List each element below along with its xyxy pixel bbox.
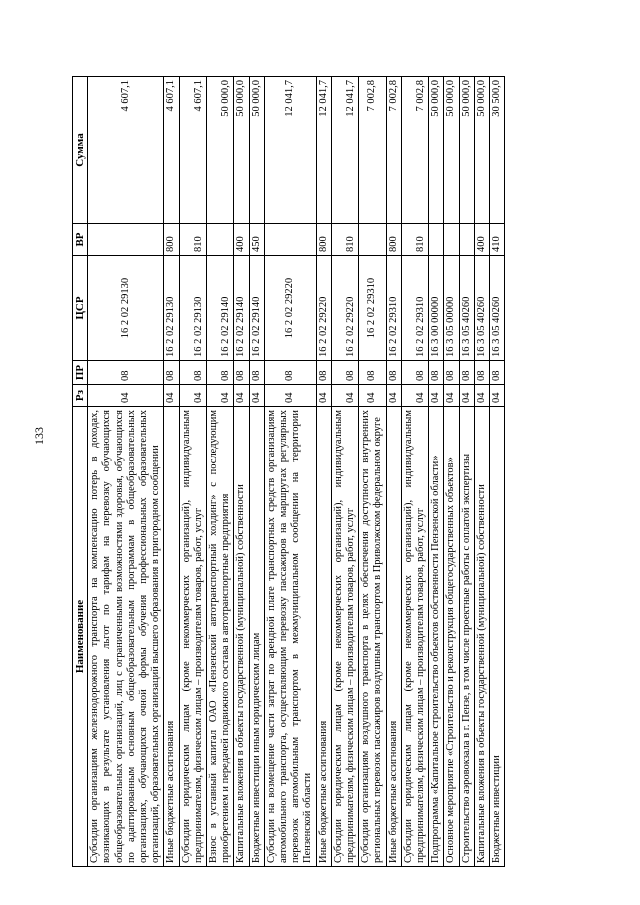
row-vr: 800	[386, 224, 401, 256]
row-pr: 08	[359, 361, 386, 385]
row-vr: 400	[474, 224, 489, 256]
row-name: Субсидии на возмещение части затрат по арендной плате транспортных средств организациям автомобильного транспорта, осуществляющим перевозку пассажиров на маршрутах регулярных перевозок автомобильным транспортом в межмуниципальном сообщении на территории Пензенской области	[264, 407, 316, 867]
row-sum: 50 000,0	[459, 77, 474, 224]
row-name: Строительство аэровокзала в г. Пензе, в том числе проектные работы с оплатой экспертизы	[459, 407, 474, 867]
header-sum: Сумма	[73, 77, 88, 224]
row-name: Иные бюджетные ассигнования	[316, 407, 331, 867]
table-row	[179, 77, 206, 867]
row-pr: 08	[316, 361, 331, 385]
row-name: Иные бюджетные ассигнования	[164, 407, 179, 867]
row-pr: 08	[207, 361, 234, 385]
row-csr: 16 2 02 29310	[401, 256, 428, 361]
table-row	[474, 77, 489, 867]
row-vr: 810	[401, 224, 428, 256]
row-vr	[264, 224, 316, 256]
table-row	[234, 77, 249, 867]
table-row	[207, 77, 234, 867]
row-csr: 16 3 00 00000	[429, 256, 444, 361]
row-pr: 08	[490, 361, 505, 385]
row-vr	[459, 224, 474, 256]
row-vr: 400	[234, 224, 249, 256]
row-vr	[207, 224, 234, 256]
row-vr	[359, 224, 386, 256]
row-rz: 04	[179, 385, 206, 407]
header-row	[73, 77, 88, 867]
row-sum: 4 607,1	[179, 77, 206, 224]
row-csr: 16 2 02 29130	[88, 256, 164, 361]
row-pr: 08	[249, 361, 264, 385]
row-sum: 50 000,0	[207, 77, 234, 224]
row-csr: 16 2 02 29310	[386, 256, 401, 361]
row-name: Иные бюджетные ассигнования	[386, 407, 401, 867]
row-csr: 16 2 02 29220	[331, 256, 358, 361]
row-sum: 4 607,1	[88, 77, 164, 224]
row-pr: 08	[459, 361, 474, 385]
table-row	[459, 77, 474, 867]
row-pr: 08	[386, 361, 401, 385]
row-rz: 04	[459, 385, 474, 407]
row-rz: 04	[359, 385, 386, 407]
row-vr: 800	[164, 224, 179, 256]
row-pr: 08	[401, 361, 428, 385]
row-rz: 04	[444, 385, 459, 407]
row-rz: 04	[249, 385, 264, 407]
row-vr: 810	[179, 224, 206, 256]
row-name: Субсидии организациям воздушного транспорта в целях обеспечения доступности внутренних региональных перевозок пассажиров воздушным транспортом в Приволжском федеральном округе	[359, 407, 386, 867]
table-row	[264, 77, 316, 867]
row-vr: 410	[490, 224, 505, 256]
row-sum: 12 041,7	[264, 77, 316, 224]
row-rz: 04	[234, 385, 249, 407]
table-row	[331, 77, 358, 867]
row-rz: 04	[429, 385, 444, 407]
row-sum: 12 041,7	[316, 77, 331, 224]
row-csr: 16 3 05 40260	[490, 256, 505, 361]
table-row	[401, 77, 428, 867]
row-name: Взнос в уставный капитал ОАО «Пензенский автотранспортный холдинг» с последующим приобретением и передачей подвижного состава в автотранспортные предприятия	[207, 407, 234, 867]
header-pr: ПР	[73, 361, 88, 385]
table-row	[316, 77, 331, 867]
row-sum: 50 000,0	[249, 77, 264, 224]
row-rz: 04	[264, 385, 316, 407]
row-csr: 16 2 02 29220	[264, 256, 316, 361]
row-sum: 7 002,8	[401, 77, 428, 224]
row-name: Капитальные вложения в объекты государственной (муниципальной) собственности	[234, 407, 249, 867]
row-csr: 16 3 05 40260	[459, 256, 474, 361]
row-rz: 04	[386, 385, 401, 407]
row-pr: 08	[429, 361, 444, 385]
row-vr: 450	[249, 224, 264, 256]
row-name: Капитальные вложения в объекты государственной (муниципальной) собственности	[474, 407, 489, 867]
table-row	[88, 77, 164, 867]
row-rz: 04	[207, 385, 234, 407]
row-sum: 50 000,0	[474, 77, 489, 224]
row-csr: 16 2 02 29220	[316, 256, 331, 361]
header-csr: ЦСР	[73, 256, 88, 361]
row-csr: 16 2 02 29310	[359, 256, 386, 361]
table-row	[429, 77, 444, 867]
row-sum: 50 000,0	[234, 77, 249, 224]
row-vr: 810	[331, 224, 358, 256]
row-csr: 16 2 02 29140	[249, 256, 264, 361]
row-pr: 08	[88, 361, 164, 385]
row-csr: 16 2 02 29140	[207, 256, 234, 361]
row-pr: 08	[444, 361, 459, 385]
row-rz: 04	[331, 385, 358, 407]
row-vr: 800	[316, 224, 331, 256]
row-sum: 4 607,1	[164, 77, 179, 224]
table-row	[249, 77, 264, 867]
row-pr: 08	[474, 361, 489, 385]
row-csr: 16 2 02 29130	[164, 256, 179, 361]
row-sum: 7 002,8	[386, 77, 401, 224]
row-csr: 16 3 05 40260	[474, 256, 489, 361]
row-rz: 04	[164, 385, 179, 407]
row-csr: 16 2 02 29140	[234, 256, 249, 361]
header-vr: ВР	[73, 224, 88, 256]
row-rz: 04	[490, 385, 505, 407]
row-pr: 08	[234, 361, 249, 385]
row-name: Субсидии юридическим лицам (кроме некоммерческих организаций), индивидуальным предпринимателям, физическим лицам – производителям товаров, работ, услуг	[401, 407, 428, 867]
row-sum: 30 500,0	[490, 77, 505, 224]
row-rz: 04	[316, 385, 331, 407]
row-vr	[444, 224, 459, 256]
row-pr: 08	[179, 361, 206, 385]
row-vr	[88, 224, 164, 256]
row-csr: 16 2 02 29130	[179, 256, 206, 361]
header-rz: Рз	[73, 385, 88, 407]
row-pr: 08	[331, 361, 358, 385]
row-vr	[429, 224, 444, 256]
table-row	[444, 77, 459, 867]
table-row	[490, 77, 505, 867]
page-number: 133	[32, 427, 46, 445]
row-rz: 04	[474, 385, 489, 407]
row-sum: 50 000,0	[429, 77, 444, 224]
row-name: Бюджетные инвестиции	[490, 407, 505, 867]
row-name: Субсидии юридическим лицам (кроме некоммерческих организаций), индивидуальным предпринимателям, физическим лицам – производителям товаров, работ, услуг	[331, 407, 358, 867]
row-name: Субсидии организациям железнодорожного транспорта на компенсацию потерь в доходах, возникающих в результате установления льгот по тарифам на перевозку обучающихся общеобразовательных организаций, лиц с ограниченными возможностями здоровья, обучающихся по адаптированным основным общеобразовательным программам в общеобразовательных организациях, обучающихся очной формы обучения профессиональных образовательных организаций, образовательных организаций высшего образования в пригородном сообщении	[88, 407, 164, 867]
row-name: Основное мероприятие «Строительство и реконструкция общегосударственных объектов»	[444, 407, 459, 867]
row-sum: 12 041,7	[331, 77, 358, 224]
row-name: Бюджетные инвестиции иным юридическим лицам	[249, 407, 264, 867]
header-name: Наименование	[73, 407, 88, 867]
row-rz: 04	[88, 385, 164, 407]
table-row	[164, 77, 179, 867]
row-csr: 16 3 05 00000	[444, 256, 459, 361]
budget-table	[72, 76, 505, 867]
row-name: Субсидии юридическим лицам (кроме некоммерческих организаций), индивидуальным предпринимателям, физическим лицам – производителям товаров, работ, услуг	[179, 407, 206, 867]
table-row	[359, 77, 386, 867]
row-sum: 50 000,0	[444, 77, 459, 224]
row-rz: 04	[401, 385, 428, 407]
row-pr: 08	[264, 361, 316, 385]
row-sum: 7 002,8	[359, 77, 386, 224]
row-pr: 08	[164, 361, 179, 385]
row-name: Подпрограмма «Капитальное строительство объектов собственности Пензенской области»	[429, 407, 444, 867]
table-row	[386, 77, 401, 867]
